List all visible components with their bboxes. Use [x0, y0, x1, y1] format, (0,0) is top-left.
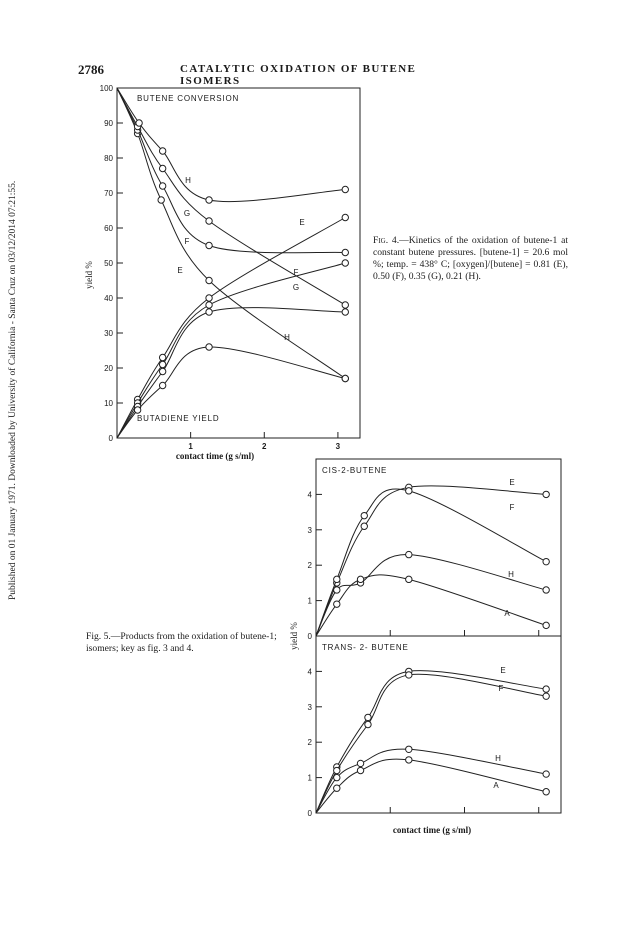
y-tick-label: 100: [99, 84, 113, 93]
series-line-f: [117, 263, 345, 438]
data-point: [206, 197, 212, 203]
data-point: [206, 218, 212, 224]
data-point: [543, 789, 549, 795]
y-tick-label: 3: [307, 525, 312, 535]
curve-label-f: F: [509, 503, 515, 512]
series-line-h: [117, 88, 345, 202]
y-tick-label: 30: [104, 329, 113, 338]
data-point: [361, 512, 367, 518]
data-point: [543, 771, 549, 777]
series-line-f: [117, 88, 345, 253]
y-tick-label: 1: [307, 596, 312, 606]
data-point: [543, 686, 549, 692]
page-number: 2786: [78, 62, 104, 77]
series-line-e: [316, 671, 546, 813]
series-line-h: [316, 749, 546, 813]
data-point: [334, 767, 340, 773]
data-point: [159, 382, 165, 388]
data-point: [406, 551, 412, 557]
curve-label-a: A: [493, 781, 499, 790]
figure-4-caption-text: —Kinetics of the oxidation of butene-1 at constant butene pressures. [butene-1] = 20.6 mol %; temp. = 438° C; [oxygen]/[butene] = 0.81 (E), 0.50 (F), 0.35 (G), 0.21 (H).: [373, 235, 569, 282]
x-tick-label: 2: [262, 442, 267, 451]
y-tick-label: 70: [104, 189, 113, 198]
data-point: [342, 375, 348, 381]
figure-5-caption: [86, 631, 282, 655]
data-point: [406, 757, 412, 763]
series-line-h: [316, 555, 546, 636]
figure-5-caption-label: Fig. 5.: [86, 631, 111, 642]
y-tick-label: 80: [104, 154, 113, 163]
series-line-h: [117, 347, 345, 438]
y-tick-label: 3: [307, 702, 312, 712]
data-point: [365, 714, 371, 720]
data-point: [543, 693, 549, 699]
x-axis-label: contact time (g s/ml): [175, 451, 255, 461]
running-title: CATALYTIC OXIDATION OF BUTENE ISOMERS: [180, 63, 417, 87]
data-point: [206, 309, 212, 315]
figure-4-chart: [84, 84, 360, 461]
y-tick-label: 90: [104, 119, 113, 128]
curve-label-f: F: [293, 268, 299, 277]
data-point: [342, 249, 348, 255]
figure-4-caption: [373, 235, 568, 283]
y-tick-label: 2: [307, 738, 312, 748]
data-point: [342, 214, 348, 220]
curve-label-e: E: [177, 266, 183, 275]
curve-label-f: F: [498, 684, 504, 693]
data-point: [158, 197, 164, 203]
y-tick-label: 40: [104, 294, 113, 303]
data-point: [159, 165, 165, 171]
y-tick-label: 2: [307, 561, 312, 571]
y-tick-label: 10: [104, 399, 113, 408]
data-point: [406, 672, 412, 678]
y-axis-label: yield %: [84, 261, 94, 289]
data-point: [543, 587, 549, 593]
data-point: [342, 309, 348, 315]
curve-label-h: H: [185, 176, 191, 185]
data-point: [159, 183, 165, 189]
curve-label-e: E: [299, 218, 305, 227]
x-tick-label: 3: [335, 442, 341, 451]
curve-label-e: E: [509, 478, 515, 487]
download-watermark: Published on 01 January 1971. Downloaded by University of California - Santa Cruz on 03/12/2014 07:21:55.: [8, 180, 18, 600]
data-point: [365, 721, 371, 727]
y-tick-label: 1: [307, 773, 312, 783]
data-point: [206, 295, 212, 301]
curve-label-h: H: [495, 754, 501, 763]
data-point: [136, 120, 142, 126]
data-point: [361, 523, 367, 529]
curve-label-a: A: [504, 609, 510, 618]
data-point: [543, 491, 549, 497]
curve-label-h: H: [508, 570, 514, 579]
data-point: [357, 760, 363, 766]
series-line-a: [316, 575, 546, 636]
data-point: [206, 277, 212, 283]
y-tick-label: 0: [108, 434, 113, 443]
data-point: [334, 774, 340, 780]
data-point: [543, 558, 549, 564]
y-tick-label: 4: [307, 490, 312, 500]
y-tick-label: 60: [104, 224, 113, 233]
data-point: [206, 302, 212, 308]
data-point: [342, 186, 348, 192]
panel-title-trans: TRANS- 2- BUTENE: [322, 643, 409, 652]
data-point: [357, 576, 363, 582]
data-point: [543, 622, 549, 628]
y-tick-label: 50: [104, 259, 113, 268]
data-point: [406, 488, 412, 494]
data-point: [334, 576, 340, 582]
x-axis-label: contact time (g s/ml): [392, 825, 472, 835]
data-point: [159, 361, 165, 367]
annotation-butene-conversion: BUTENE CONVERSION: [137, 94, 240, 103]
data-point: [334, 785, 340, 791]
curve-label-g: G: [292, 283, 300, 292]
x-tick-label: 1: [188, 442, 193, 451]
figure-4-caption-label: Fig. 4.: [373, 235, 400, 246]
figure-5-cis-chart: [308, 459, 561, 641]
data-point: [406, 576, 412, 582]
data-point: [159, 354, 165, 360]
data-point: [342, 302, 348, 308]
data-point: [206, 344, 212, 350]
data-point: [206, 242, 212, 248]
data-point: [334, 601, 340, 607]
figure-5-trans-chart: [289, 622, 561, 835]
y-tick-label: 0: [307, 632, 312, 641]
data-point: [357, 767, 363, 773]
curve-label-g: G: [183, 209, 191, 218]
data-point: [342, 260, 348, 266]
curve-label-h: H: [284, 333, 290, 342]
y-tick-label: 20: [104, 364, 113, 373]
curve-label-e: E: [500, 666, 506, 675]
data-point: [134, 407, 140, 413]
series-line-e: [117, 88, 345, 379]
annotation-butadiene-yield: BUTADIENE YIELD: [137, 414, 220, 423]
data-point: [406, 746, 412, 752]
figure-5-caption-text: —Products from the oxidation of butene-1; isomers; key as fig. 3 and 4.: [86, 631, 277, 654]
data-point: [159, 368, 165, 374]
data-point: [334, 587, 340, 593]
y-axis-label: yield %: [289, 622, 299, 650]
y-tick-label: 4: [307, 667, 312, 677]
panel-title-cis: CIS-2-BUTENE: [322, 466, 388, 475]
data-point: [159, 148, 165, 154]
curve-label-f: F: [184, 237, 190, 246]
y-tick-label: 0: [307, 809, 312, 818]
